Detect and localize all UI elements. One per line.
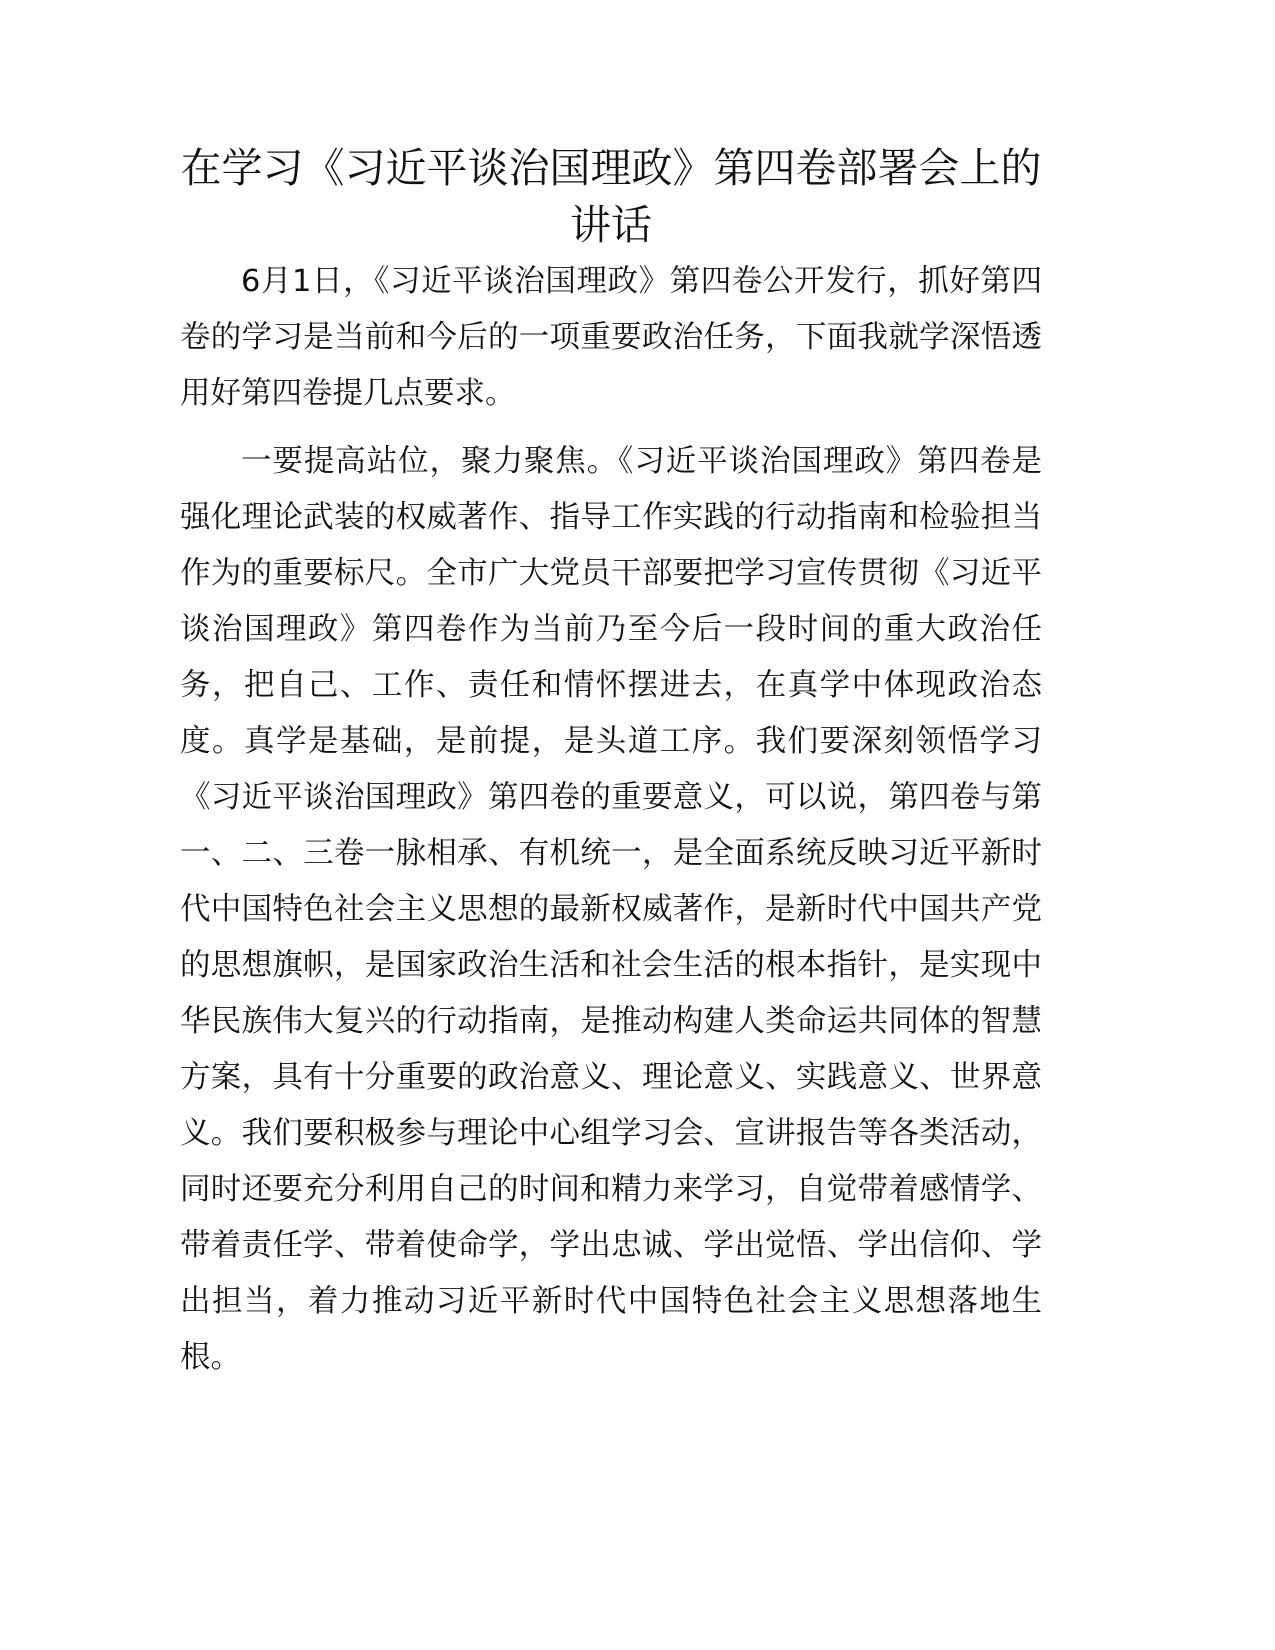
document-title: 在学习《习近平谈治国理政》第四卷部署会上的讲话 [180, 144, 1042, 249]
document-body [180, 140, 1042, 1386]
paragraph-intro: 6月1日，《习近平谈治国理政》第四卷公开发行，抓好第四卷的学习是当前和今后的一项重要政治任务，下面我就学深悟透用好第四卷提几点要求。 [180, 264, 1042, 411]
paragraph-point-one: 一要提高站位，聚力聚焦。《习近平谈治国理政》第四卷是强化理论武装的权威著作、指导工作实践的行动指南和检验担当作为的重要标尺。全市广大党员干部要把学习宣传贯彻《习近平谈治国理政》第四卷作为当前乃至今后一段时间的重大政治任务，把自己、工作、责任和情怀摆进去，在真学中体现政治态度。真学是基础，是前提，是头道工序。我们要深刻领悟学习《习近平谈治国理政》第四卷的重要意义，可以说，第四卷与第一、二、三卷一脉相承、有机统一，是全面系统反映习近平新时代中国特色社会主义思想的最新权威著作，是新时代中国共产党的思想旗帜，是国家政治生活和社会生活的根本指针，是实现中华民族伟大复兴的行动指南，是推动构建人类命运共同体的智慧方案，具有十分重要的政治意义、理论意义、实践意义、世界意义。我们要积极参与理论中心组学习会、宣讲报告等各类活动，同时还要充分利用自己的时间和精力来学习，自觉带着感情学、带着责任学、带着使命学，学出忠诚、学出觉悟、学出信仰、学出担当，着力推动习近平新时代中国特色社会主义思想落地生根。 [180, 444, 1042, 1375]
